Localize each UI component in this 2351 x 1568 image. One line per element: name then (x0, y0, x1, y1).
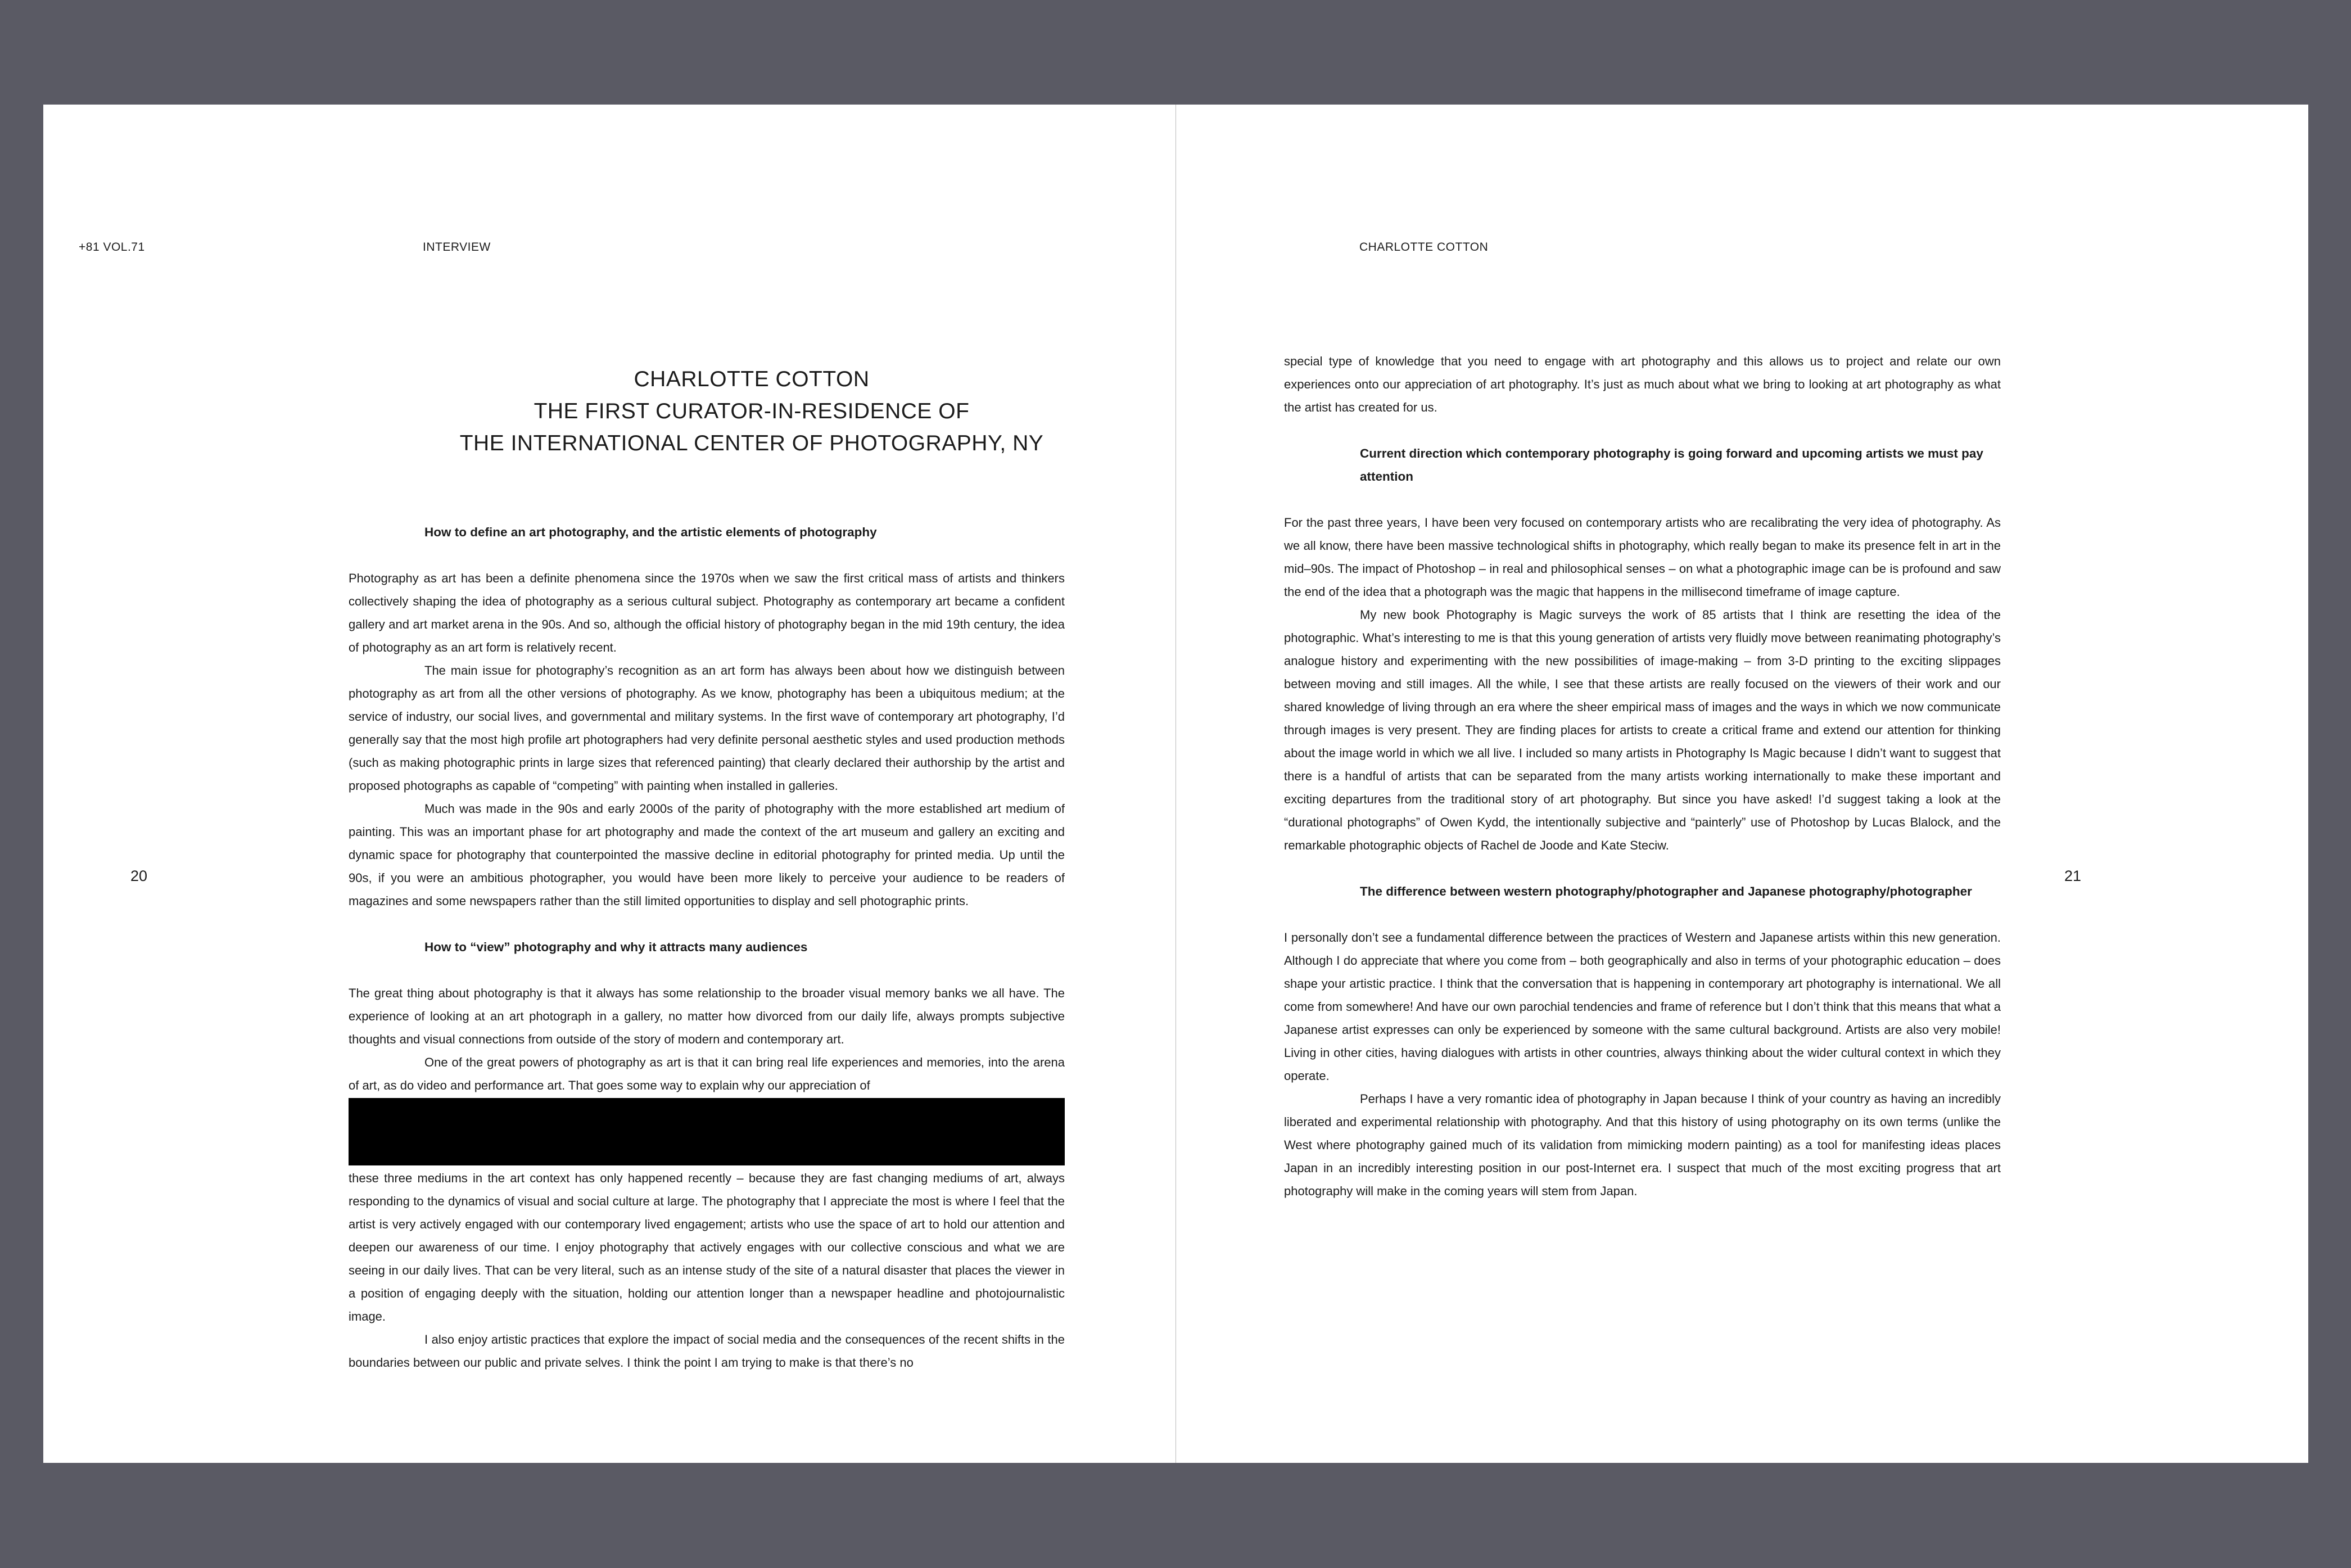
answer-paragraph: I personally don’t see a fundamental difference between the practices of Western and Japanese artists within this new generation. Although I do appreciate that where you come from – both geographically and also in terms of your photographic education – does shape your artistic practice. I think that the conversation that is happening in contemporary art photography is international. We all come from somewhere! And have our own parochial tendencies and frame of reference but I don’t think that this means that what a Japanese artist expresses can only be experienced by someone with the same cultural background. Artists are also very mobile! Living in other cities, having dialogues with artists in other countries, always thinking about the wider cultural context in which they operate. (1284, 930, 2001, 1083)
magazine-issue-label: +81 VOL.71 (79, 241, 145, 254)
answer-paragraph: My new book Photography is Magic surveys the work of 85 artists that I think are resetting the idea of the photographic. What’s interesting to me is that this young generation of artists very fluidly move between reanimating photography’s analogue history and experimenting with the new possibilities of image-making – from 3-D printing to the exciting slippages between moving and still images. All the while, I see that these artists are really focused on the viewers of their work and our shared knowledge of living through an era where the sheer empirical mass of images and the ways in which we now communicate through images is very present. They are finding places for artists to create a critical frame and extend our attention for thinking about the image world in which we all live. I included so many artists in Photography Is Magic because I didn’t want to suggest that there is a handful of artists that can be separated from the many artists working internationally to make these important and exciting departures from the traditional story of art photography. But since you have asked! I’d suggest taking a look at the “durational photographs” of Owen Kydd, the intentionally subjective and “painterly” use of Photoshop by Lucas Blalock, and the remarkable photographic objects of Rachel de Joode and Kate Steciw. (1284, 608, 2001, 852)
left-page (43, 105, 1176, 1463)
question-heading-2: How to “view” photography and why it attracts many audiences (424, 940, 808, 954)
answer-paragraph: I also enjoy artistic practices that explore the impact of social media and the consequences of the recent shifts in the boundaries between our public and private selves. I think the point I am trying to make is that there’s no (349, 1332, 1065, 1370)
section-label: INTERVIEW (423, 241, 491, 254)
title-line-1: CHARLOTTE COTTON (634, 367, 870, 391)
answer-paragraph: Perhaps I have a very romantic idea of photography in Japan because I think of your country as having an incredibly liberated and experimental relationship with photography. And that this history of using photography on its own terms (unlike the West where photography gained much of its validation from mimicking modern painting) as a tool for manifesting ideas places Japan in an incredibly interesting position in our post-Internet era. I suspect that much of the most exciting progress that art photography will make in the coming years will stem from Japan. (1284, 1092, 2001, 1198)
answer-paragraph: For the past three years, I have been very focused on contemporary artists who are recalibrating the very idea of photography. As we all know, there have been massive technological shifts in photography, which really began to make its presence felt in art in the mid–90s. The impact of Photoshop – in real and philosophical senses – on what a photographic image can be is profound and saw the end of the idea that a photograph was the magic that happens in the millisecond timeframe of image capture. (1284, 516, 2001, 599)
redaction-bar (349, 1098, 1065, 1165)
left-text-column (349, 521, 1065, 1374)
right-text-column (1284, 350, 2001, 1203)
title-line-3: THE INTERNATIONAL CENTER OF PHOTOGRAPHY, NY (459, 431, 1044, 455)
answer-paragraph: The great thing about photography is that it always has some relationship to the broader visual memory banks we all have. The experience of looking at an art photograph in a gallery, no matter how divorced from our daily life, always prompts subjective thoughts and visual connections from outside of the story of modern and contemporary art. (349, 986, 1065, 1046)
question-heading-3: Current direction which contemporary photography is going forward and upcoming artists we must pay attention (1360, 446, 1983, 483)
answer-paragraph: Much was made in the 90s and early 2000s of the parity of photography with the more established art medium of painting. This was an important phase for art photography and made the context of the art museum and gallery an exciting and dynamic space for photography that counterpointed the massive decline in editorial photography for printed media. Up until the 90s, if you were an ambitious photographer, you would have been more likely to perceive your audience to be readers of magazines and some newspapers rather than the still limited opportunities to display and sell photographic prints. (349, 802, 1065, 908)
answer-paragraph: Photography as art has been a definite phenomena since the 1970s when we saw the first critical mass of artists and thinkers collectively shaping the idea of photography as a serious cultural subject. Photography as contemporary art became a confident gallery and art market arena in the 90s. And so, although the official history of photography began in the mid 19th century, the idea of photography as an art form is relatively recent. (349, 571, 1065, 654)
question-heading-1: How to define an art photography, and the artistic elements of photography (424, 525, 877, 539)
question-heading-4: The difference between western photography/photographer and Japanese photography/photographer (1360, 884, 1972, 898)
article-title (369, 363, 1134, 459)
page-number-right: 21 (2064, 867, 2082, 884)
title-line-2: THE FIRST CURATOR-IN-RESIDENCE OF (534, 399, 970, 423)
right-page (1176, 105, 2308, 1463)
answer-paragraph: these three mediums in the art context has only happened recently – because they are fast changing mediums of art, always responding to the dynamics of visual and social culture at large. The photography that I appreciate the most is where I feel that the artist is very actively engaged with our contemporary lived engagement; artists who use the space of art to hold our attention and deepen our awareness of our time. I enjoy photography that actively engages with our collective conscious and what we are seeing in our daily lives. That can be very literal, such as an intense study of the site of a natural disaster that places the viewer in a position of engaging deeply with the situation, holding our attention longer than a newspaper headline and photojournalistic image. (349, 1171, 1065, 1323)
answer-paragraph: The main issue for photography’s recognition as an art form has always been about how we distinguish between photography as art from all the other versions of photography. As we know, photography has been a ubiquitous medium; at the service of industry, our social lives, and governmental and military systems. In the first wave of contemporary art photography, I’d generally say that the most high profile art photographers had very definite personal aesthetic styles and used production methods (such as making photographic prints in large sizes that referenced painting) that clearly declared their authorship by the artist and proposed photographs as capable of “competing” with painting when installed in galleries. (349, 663, 1065, 793)
page-number-left: 20 (130, 867, 148, 884)
answer-paragraph: One of the great powers of photography as art is that it can bring real life experiences and memories, into the arena of art, as do video and performance art. That goes some way to explain why our appreciation of (349, 1055, 1065, 1092)
answer-paragraph: special type of knowledge that you need to engage with art photography and this allows us to project and relate our own experiences onto our appreciation of art photography. It’s just as much about what we bring to looking at art photography as what the artist has created for us. (1284, 354, 2001, 414)
interviewee-label: CHARLOTTE COTTON (1359, 241, 1489, 254)
